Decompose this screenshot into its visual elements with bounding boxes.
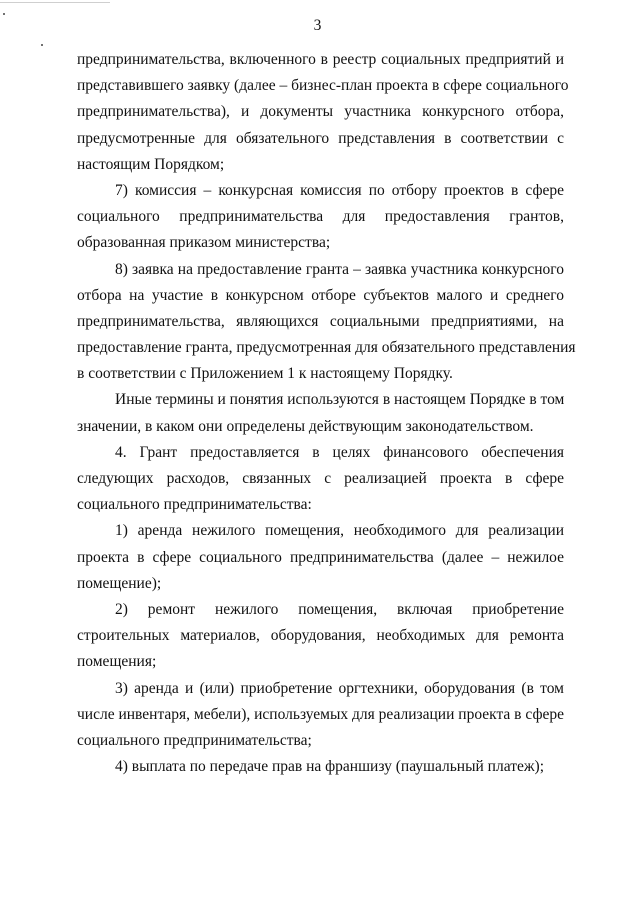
text-line: предпринимательства), и документы участника конкурсного отбора, xyxy=(77,103,564,121)
text-line: 7) комиссия – конкурсная комиссия по отбору проектов в сфере xyxy=(115,181,564,199)
scan-artifact-line xyxy=(0,2,110,3)
paragraph-expense-2 xyxy=(77,597,564,676)
text-line: социального предпринимательства; xyxy=(77,731,312,749)
text-line: проекта в сфере социального предпринимательства (далее – нежилое xyxy=(77,548,564,566)
text-line: 4) выплата по передаче прав на франшизу (паушальный платеж); xyxy=(115,758,545,776)
text-line: социального предпринимательства для предоставления грантов, xyxy=(77,208,564,226)
text-line: помещение); xyxy=(77,574,162,592)
paragraph-expense-1 xyxy=(77,518,564,597)
paragraph-section-4 xyxy=(77,440,564,519)
text-line: 2) ремонт нежилого помещения, включая приобретение xyxy=(115,600,564,618)
text-line: строительных материалов, оборудования, необходимых для ремонта xyxy=(77,627,564,645)
text-line: следующих расходов, связанных с реализацией проекта в сфере xyxy=(77,470,564,487)
text-line: 4. Грант предоставляется в целях финансового обеспечения xyxy=(115,443,564,461)
scan-speck xyxy=(41,44,43,46)
text-line: числе инвентаря, мебели), используемых для реализации проекта в сфере xyxy=(77,705,564,723)
text-line: отбора на участие в конкурсном отборе субъектов малого и среднего xyxy=(77,286,564,304)
text-line: помещения; xyxy=(77,653,157,671)
paragraph-terms xyxy=(77,387,564,439)
text-line: 1) аренда нежилого помещения, необходимого для реализации xyxy=(115,522,564,540)
scan-speck xyxy=(3,13,5,15)
text-line: 3) аренда и (или) приобретение оргтехники, оборудования (в том xyxy=(115,679,564,697)
paragraph-continuation xyxy=(77,47,569,178)
text-line: настоящим Порядком; xyxy=(77,155,225,173)
text-line: 8) заявка на предоставление гранта – заявка участника конкурсного xyxy=(115,260,564,278)
text-line: предоставление гранта, предусмотренная для обязательного представления xyxy=(77,339,576,357)
text-line: Иные термины и понятия используются в настоящем Порядке в том xyxy=(115,391,565,409)
text-line: предусмотренные для обязательного представления в соответствии с xyxy=(77,129,564,147)
text-line: значении, в каком они определены действующим законодательством. xyxy=(77,417,534,435)
text-line: представившего заявку (далее – бизнес-план проекта в сфере социального xyxy=(77,77,569,95)
paragraph-item-8 xyxy=(77,257,576,388)
page-number: 3 xyxy=(313,17,322,34)
text-line: предпринимательства, включенного в реестр социальных предприятий и xyxy=(77,51,564,68)
paragraph-item-7 xyxy=(77,178,564,257)
text-line: образованная приказом министерства; xyxy=(77,234,331,252)
document-body xyxy=(77,47,576,780)
text-line: предпринимательства, являющихся социальными предприятиями, на xyxy=(77,312,564,330)
paragraph-expense-3 xyxy=(77,676,564,755)
paragraph-expense-4 xyxy=(77,754,564,780)
text-line: социального предпринимательства: xyxy=(77,496,312,514)
text-line: в соответствии с Приложением 1 к настоящему Порядку. xyxy=(77,365,453,383)
